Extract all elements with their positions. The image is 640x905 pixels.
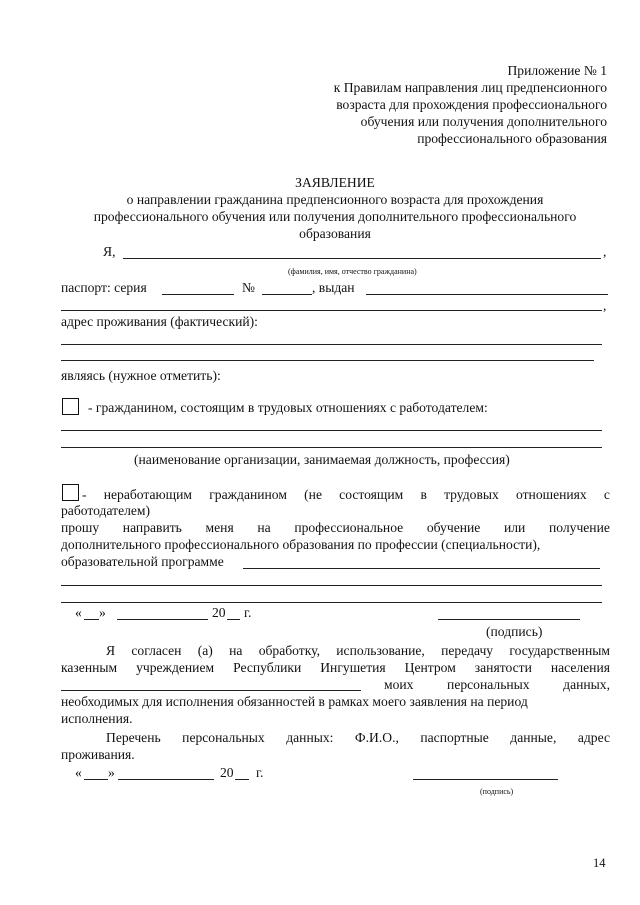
title-subline-2: профессионального обучения или получения дополнительного профессионального	[93, 209, 577, 224]
w: отношениях	[516, 487, 587, 502]
w: данные,	[510, 730, 557, 745]
address-field-line-2[interactable]	[61, 360, 594, 361]
passport-comma: ,	[603, 298, 607, 313]
date-quote-close-2: »	[108, 765, 115, 780]
request-line-3: образовательной программе	[61, 554, 224, 569]
w: с	[603, 487, 610, 502]
w: в	[420, 487, 427, 502]
w: Центром	[404, 660, 456, 675]
w: (не	[304, 487, 322, 502]
w: казенным	[61, 660, 118, 675]
w: на	[257, 520, 271, 535]
program-field-line-1[interactable]	[243, 568, 600, 569]
w: моих	[384, 677, 414, 692]
w: персональных	[447, 677, 530, 692]
date-year-field-1[interactable]	[227, 619, 240, 620]
document-title: ЗАЯВЛЕНИЕ	[295, 175, 375, 190]
unemployed-option-line-2: работодателем)	[61, 503, 151, 518]
page-number: 14	[593, 856, 606, 870]
w: прошу	[61, 520, 100, 535]
date-quote-open-1: «	[75, 605, 82, 620]
passport-number-field[interactable]	[262, 294, 312, 295]
w: на	[229, 643, 243, 658]
w: Ингушетия	[320, 660, 386, 675]
appendix-line-5: профессионального образования	[417, 131, 607, 146]
passport-issued-label: , выдан	[312, 280, 355, 295]
title-subline-1: о направлении гражданина предпенсионного возраста для прохождения	[126, 192, 544, 207]
program-field-line-3[interactable]	[61, 602, 602, 603]
appendix-line-3: возраста для прохождения профессионального	[336, 97, 607, 112]
employed-option-label: - гражданином, состоящим в трудовых отношениях с работодателем:	[88, 400, 488, 415]
signature-hint-1: (подпись)	[486, 624, 543, 639]
w: использование,	[336, 643, 425, 658]
date-quote-open-2: «	[75, 765, 82, 780]
date-day-field-1[interactable]	[84, 619, 99, 620]
w: учреждением	[136, 660, 215, 675]
w: (а)	[197, 643, 213, 658]
signature-hint-2: (подпись)	[480, 787, 514, 796]
date-year-suffix-2: г.	[256, 765, 264, 780]
w: направить	[122, 520, 182, 535]
w: профессиональное	[294, 520, 404, 535]
date-year-prefix-1: 20	[212, 605, 226, 620]
consent-line-3	[384, 677, 610, 693]
fio-hint: (фамилия, имя, отчество гражданина)	[288, 267, 417, 276]
w: данных,	[563, 677, 610, 692]
employed-checkbox[interactable]	[62, 398, 79, 415]
passport-issued-field[interactable]	[366, 294, 608, 295]
date-month-field-1[interactable]	[117, 619, 208, 620]
org-hint: (наименование организации, занимаемая должность, профессия)	[134, 452, 510, 467]
date-month-field-2[interactable]	[118, 779, 214, 780]
appendix-line-4: обучения или получения дополнительного	[360, 114, 607, 129]
being-label: являясь (нужное отметить):	[61, 368, 221, 383]
unemployed-checkbox[interactable]	[62, 484, 79, 501]
address-label: адрес проживания (фактический):	[61, 314, 258, 329]
program-field-line-2[interactable]	[61, 585, 602, 586]
signature-field-1[interactable]	[438, 619, 580, 620]
w: населения	[550, 660, 610, 675]
w: обработку,	[258, 643, 320, 658]
request-line-2: дополнительного профессионального образования по профессии (специальности),	[61, 537, 541, 552]
passport-series-label: паспорт: серия	[61, 280, 147, 295]
consent-line-2	[61, 660, 610, 676]
fio-comma: ,	[603, 244, 607, 259]
w: состоящим	[339, 487, 404, 502]
date-year-prefix-2: 20	[220, 765, 234, 780]
w: Перечень	[106, 730, 161, 745]
w: получение	[548, 520, 610, 535]
w: государственным	[509, 643, 610, 658]
org-field-line-1[interactable]	[61, 430, 602, 431]
w: данных:	[286, 730, 334, 745]
w: занятости	[474, 660, 532, 675]
w: неработающим	[103, 487, 193, 502]
w: Республики	[233, 660, 302, 675]
request-line-1	[61, 520, 610, 536]
w: -	[82, 487, 87, 502]
w: Ф.И.О.,	[354, 730, 399, 745]
date-year-field-2[interactable]	[235, 779, 249, 780]
appendix-number: Приложение № 1	[507, 63, 607, 78]
date-year-suffix-1: г.	[244, 605, 252, 620]
consent-list-line-1	[106, 730, 610, 746]
w: гражданином	[209, 487, 287, 502]
fio-field-line[interactable]	[123, 258, 601, 259]
date-quote-close-1: »	[99, 605, 106, 620]
w: Я	[106, 643, 116, 658]
consent-line-5: исполнения.	[61, 711, 133, 726]
date-day-field-2[interactable]	[84, 779, 108, 780]
passport-number-sign: №	[242, 280, 255, 295]
unemployed-option-line-1	[82, 487, 610, 503]
w: персональных	[182, 730, 265, 745]
w: или	[503, 520, 526, 535]
w: паспортные	[420, 730, 489, 745]
w: передачу	[441, 643, 494, 658]
passport-series-field[interactable]	[162, 294, 234, 295]
signature-field-2[interactable]	[413, 779, 558, 780]
appendix-line-2: к Правилам направления лиц предпенсионного	[333, 80, 607, 95]
org-field-line-2[interactable]	[61, 447, 602, 448]
passport-issued-field-2[interactable]	[61, 310, 602, 311]
consent-line-4: необходимых для исполнения обязанностей в рамках моего заявления на период	[61, 694, 528, 709]
ya-label: Я,	[103, 244, 116, 259]
consent-list-line-2: проживания.	[61, 747, 135, 762]
w: трудовых	[444, 487, 499, 502]
consent-org-field[interactable]	[61, 690, 361, 691]
w: обучение	[426, 520, 481, 535]
w: согласен	[131, 643, 182, 658]
address-field-line-1[interactable]	[61, 344, 602, 345]
w: меня	[205, 520, 234, 535]
title-subline-3: образования	[299, 226, 371, 241]
w: адрес	[577, 730, 610, 745]
consent-line-1	[106, 643, 610, 659]
